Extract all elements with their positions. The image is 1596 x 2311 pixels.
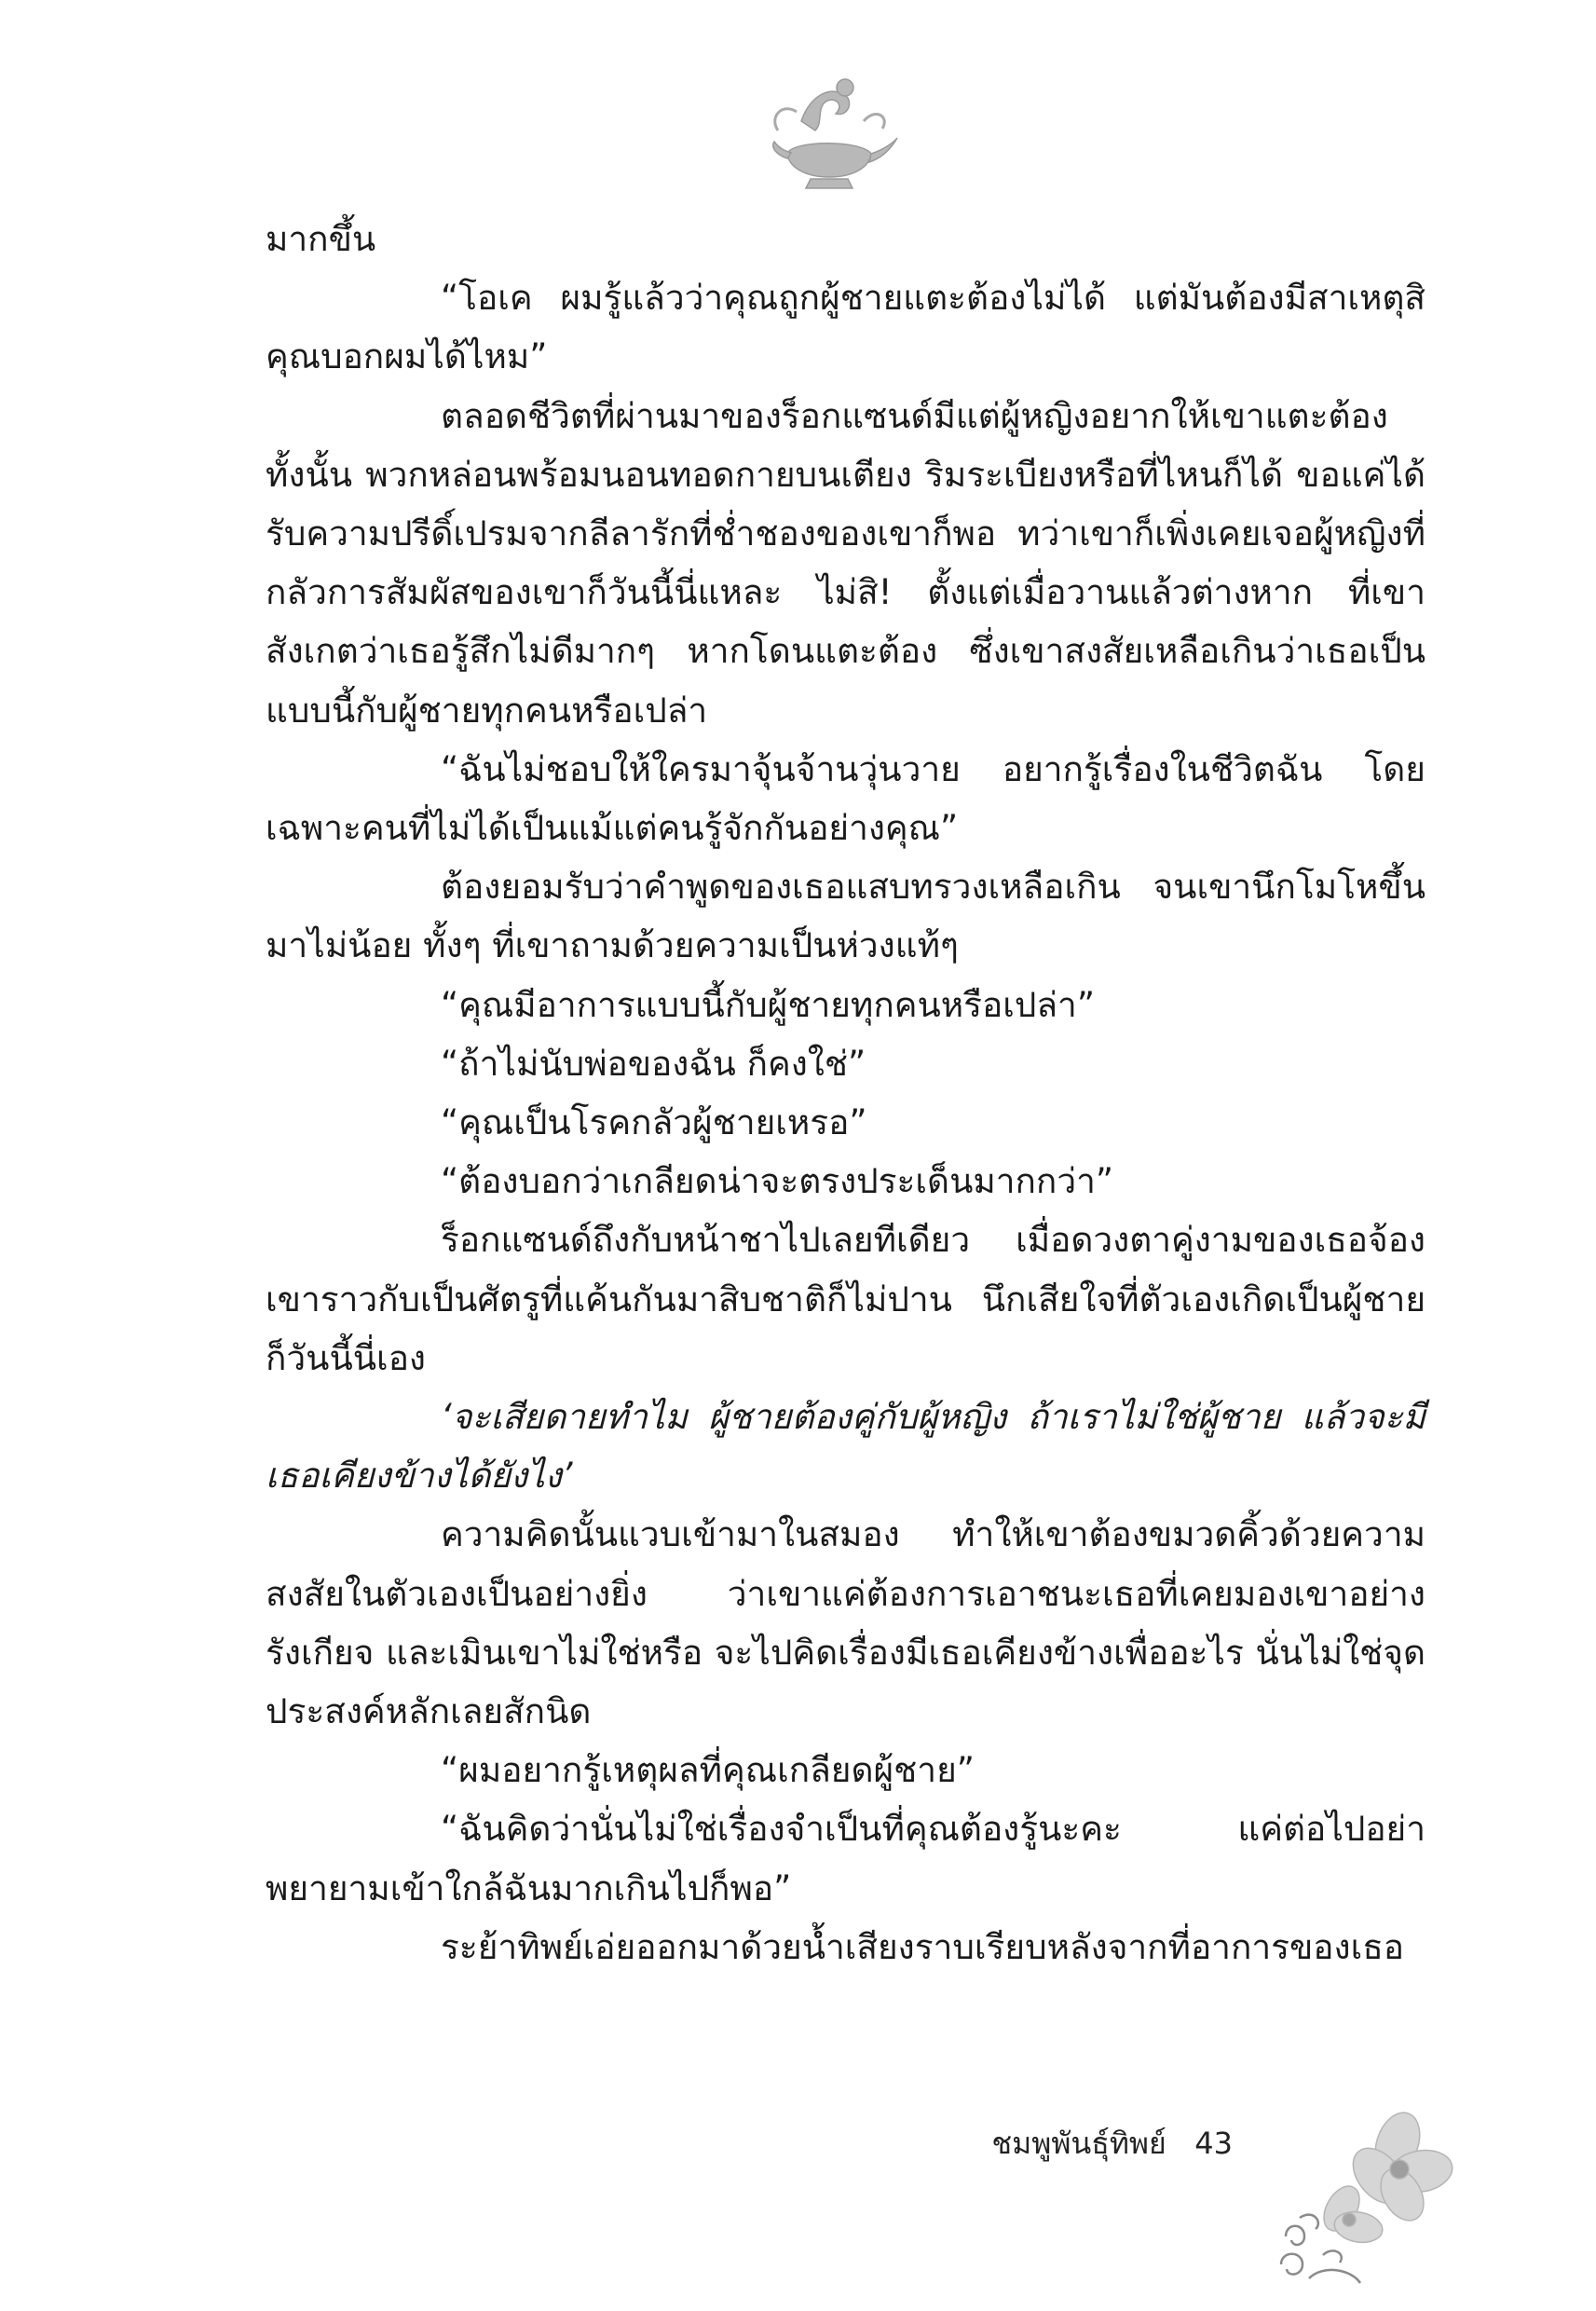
paragraph: “ฉันคิดว่านั่นไม่ใช่เรื่องจำเป็นที่คุณต้องรู้นะคะ แค่ต่อไปอย่าพยายามเข้าใกล้ฉันมากเกินไปก็พอ”: [266, 1809, 1425, 1908]
paragraph: “คุณเป็นโรคกลัวผู้ชายเหรอ”: [441, 1102, 867, 1143]
paragraph: ตลอดชีวิตที่ผ่านมาของร็อกแซนด์มีแต่ผู้หญิงอยากให้เขาแตะต้องทั้งนั้น พวกหล่อนพร้อมนอนทอดกายบนเตียง ริมระเบียงหรือที่ไหนก็ได้ ขอแค่ได้รับความปรีดิ์เปรมจากลีลารักที่ช่ำชองของเขาก็พอ ทว่าเขาก็เพิ่งเคยเจอผู้หญิงที่กลัวการสัมผัสของเขาก็วันนี้นี่แหละ ไม่สิ! ตั้งแต่เมื่อวานแล้วต่างหาก ที่เขาสังเกตว่าเธอรู้สึกไม่ดีมากๆ หากโดนแตะต้อง ซึ่งเขาสงสัยเหลือเกินว่าเธอเป็นแบบนี้กับผู้ชายทุกคนหรือเปล่า: [266, 395, 1425, 731]
page-number: 43: [1194, 2126, 1233, 2161]
lamp-genie-ornament-icon: [759, 65, 899, 205]
paragraph: มากขึ้น: [266, 219, 376, 259]
paragraph: ความคิดนั้นแวบเข้ามาในสมอง ทำให้เขาต้องขมวดคิ้วด้วยความสงสัยในตัวเองเป็นอย่างยิ่ง ว่าเขาแค่ต้องการเอาชนะเธอที่เคยมองเขาอย่างรังเกียจ และเมินเขาไม่ใช่หรือ จะไปคิดเรื่องมีเธอเคียงข้างเพื่ออะไร นั่นไม่ใช่จุดประสงค์หลักเลยสักนิด: [266, 1514, 1425, 1732]
paragraph: “ต้องบอกว่าเกลียดน่าจะตรงประเด็นมากกว่า”: [441, 1161, 1114, 1202]
paragraph: “ถ้าไม่นับพ่อของฉัน ก็คงใช่”: [441, 1043, 866, 1084]
paragraph: “คุณมีอาการแบบนี้กับผู้ชายทุกคนหรือเปล่า”: [441, 984, 1096, 1025]
paragraph: ต้องยอมรับว่าคำพูดของเธอแสบทรวงเหลือเกิน จนเขานึกโมโหขึ้นมาไม่น้อย ทั้งๆ ที่เขาถามด้วยความเป็นห่วงแท้ๆ: [266, 867, 1425, 966]
body-text: [266, 210, 1425, 1976]
paragraph: “ฉันไม่ชอบให้ใครมาจุ้นจ้านวุ่นวาย อยากรู้เรื่องในชีวิตฉัน โดยเฉพาะคนที่ไม่ได้เป็นแม้แต่คนรู้จักกันอย่างคุณ”: [266, 748, 1425, 849]
paragraph: “โอเค ผมรู้แล้วว่าคุณถูกผู้ชายแตะต้องไม่ได้ แต่มันต้องมีสาเหตุสิ คุณบอกผมได้ไหม”: [266, 278, 1425, 377]
paragraph: ร็อกแซนด์ถึงกับหน้าชาไปเลยทีเดียว เมื่อดวงตาคู่งามของเธอจ้องเขาราวกับเป็นศัตรูที่แค้นกันมาสิบชาติก็ไม่ปาน นึกเสียใจที่ตัวเองเกิดเป็นผู้ชายก็วันนี้นี่เอง: [266, 1220, 1425, 1378]
book-title: ชมพูพันธุ์ทิพย์: [991, 2126, 1166, 2161]
paragraph: “ผมอยากรู้เหตุผลที่คุณเกลียดผู้ชาย”: [441, 1750, 975, 1791]
flower-ornament-icon: [1267, 2106, 1453, 2302]
paragraph: ระย้าทิพย์เอ่ยออกมาด้วยน้ำเสียงราบเรียบหลังจากที่อาการของเธอ: [441, 1926, 1405, 1967]
page-footer: [0, 2106, 1596, 2311]
paragraph: ‘จะเสียดายทำไม ผู้ชายต้องคู่กับผู้หญิง ถ้าเราไม่ใช่ผู้ชาย แล้วจะมีเธอเคียงข้างได้ยังไง’: [266, 1397, 1425, 1497]
footer-label: [991, 2120, 1233, 2167]
